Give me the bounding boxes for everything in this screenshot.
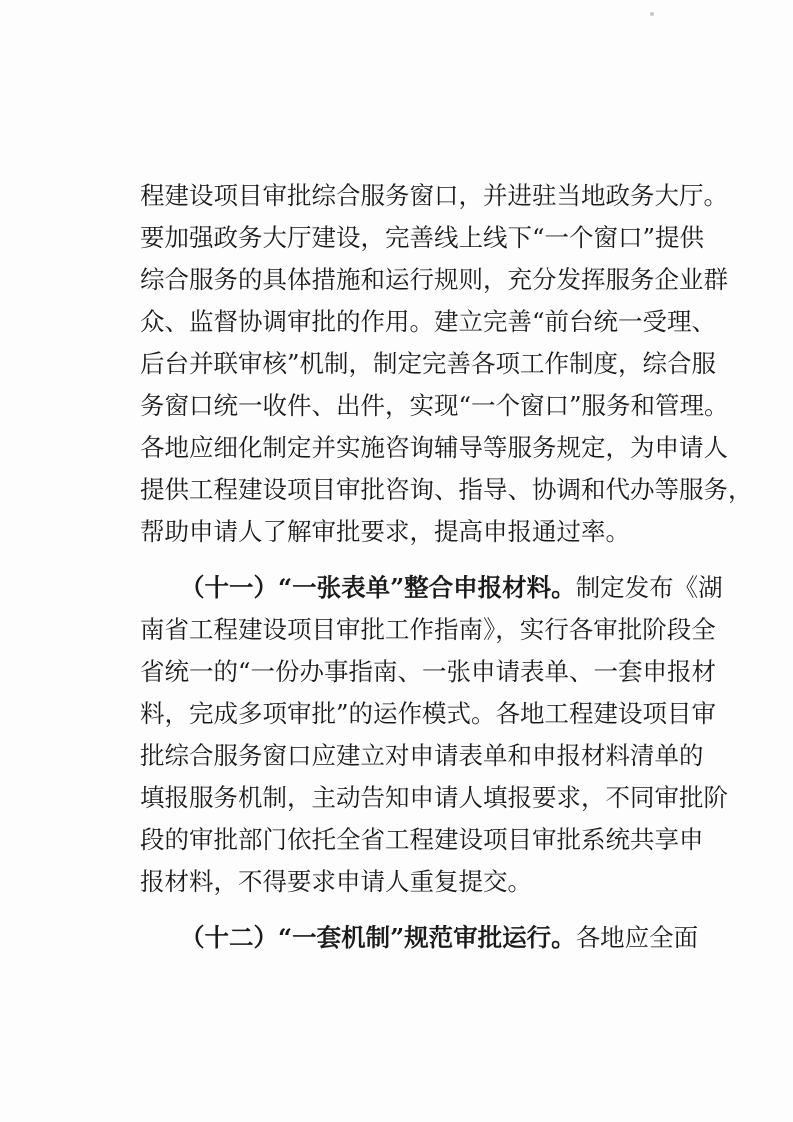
paragraph-line: 批综合服务窗口应建立对申请表单和申报材料清单的: [140, 741, 704, 770]
paragraph-line: 段的审批部门依托全省工程建设项目审批系统共享申: [140, 825, 704, 854]
section-text: 各地应全面: [575, 923, 699, 952]
paragraph-line: 省统一的“一份办事指南、一张申请表单、一套申报材: [140, 657, 717, 686]
paragraph-line: 南省工程建设项目审批工作指南》，实行各审批阶段全: [140, 615, 716, 644]
section-heading-11: （十一）“一张表单”整合申报材料。: [180, 573, 576, 602]
section-first-line: [180, 918, 699, 958]
paragraph-line: 众、监督协调审批的作用。建立完善“前台统一受理、: [140, 307, 717, 336]
paragraph-line: 帮助申请人了解审批要求，提高申报通过率。: [140, 517, 630, 546]
paragraph-line: 料，完成多项审批”的运作模式。各地工程建设项目审: [140, 699, 717, 728]
paragraph-line: 后台并联审核”机制，制定完善各项工作制度，综合服: [140, 349, 717, 378]
section-heading-12: （十二）“一套机制”规范审批运行。: [180, 923, 576, 952]
paragraph-line: 报材料，不得要求申请人重复提交。: [140, 867, 532, 896]
paragraph-line: 务窗口统一收件、出件，实现“一个窗口”服务和管理。: [140, 391, 729, 420]
paragraph-line: 填报服务机制，主动告知申请人填报要求，不同审批阶: [140, 783, 728, 812]
paragraph-line: 提供工程建设项目审批咨询、指导、协调和代办等服务，: [140, 475, 753, 504]
paragraph-line: 综合服务的具体措施和运行规则，充分发挥服务企业群: [140, 265, 728, 294]
paragraph-line: 要加强政务大厅建设，完善线上线下“一个窗口”提供: [140, 223, 705, 252]
paragraph-line: 各地应细化制定并实施咨询辅导等服务规定，为申请人: [140, 433, 728, 462]
section-text: 制定发布《湖: [575, 573, 723, 602]
paragraph-line: 程建设项目审批综合服务窗口，并进驻当地政务大厅。: [140, 181, 728, 210]
scan-speck: [650, 12, 654, 16]
section-first-line: [180, 568, 723, 608]
